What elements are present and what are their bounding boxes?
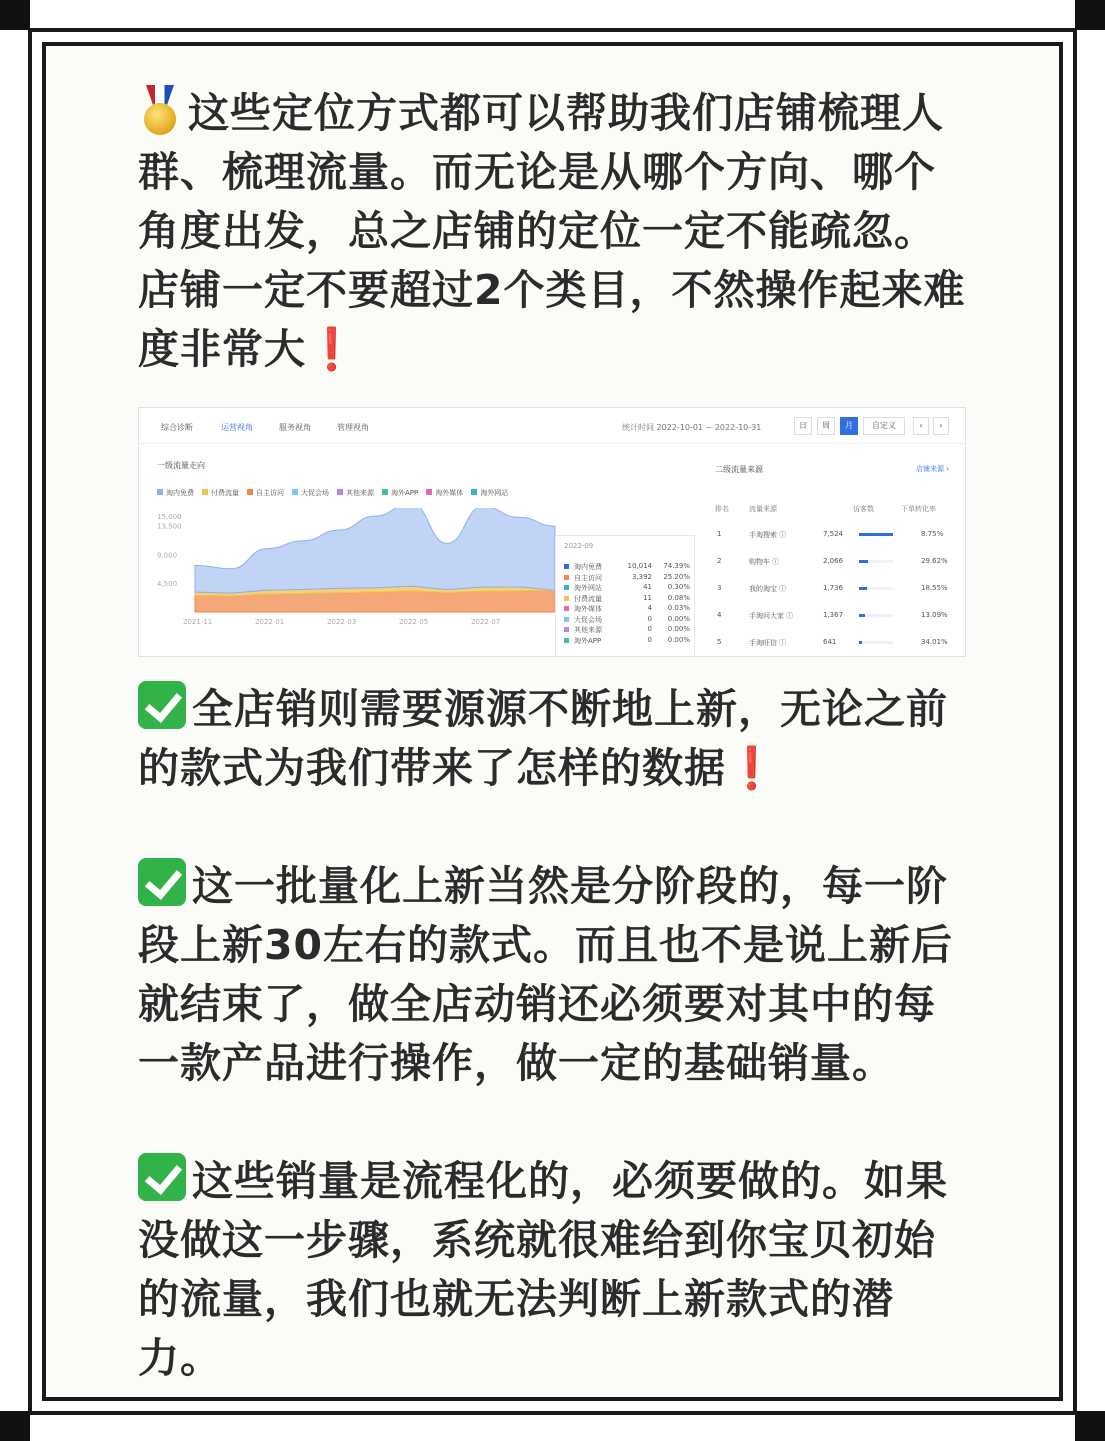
legend-item[interactable] — [157, 489, 194, 497]
row-rank: 3 — [717, 584, 722, 592]
tooltip-value: 11 — [643, 593, 652, 602]
tooltip-row — [564, 625, 690, 635]
row-visitors: 1,367 — [823, 611, 844, 619]
legend-swatch — [202, 489, 208, 495]
legend-label: 淘内免费 — [166, 489, 194, 497]
paragraph-1 — [138, 84, 968, 379]
table-header-cvr: 下单转化率 — [901, 505, 936, 513]
tooltip-swatch — [564, 606, 569, 611]
legend-item[interactable] — [382, 489, 418, 497]
tooltip-row — [564, 604, 690, 614]
row-cvr: 34.01% — [921, 638, 948, 646]
chart-tooltip — [555, 535, 695, 657]
period-month-button[interactable]: 月 — [840, 417, 858, 435]
row-rank: 4 — [717, 611, 722, 619]
table-header-source: 流量来源 — [749, 505, 777, 513]
row-source: 购物车 ⓘ — [749, 558, 780, 566]
legend-item[interactable] — [247, 489, 284, 497]
tooltip-value: 10,014 — [627, 562, 652, 570]
legend-swatch — [292, 489, 298, 495]
legend-label: 自主访问 — [256, 489, 284, 497]
legend-item[interactable] — [292, 489, 329, 497]
tooltip-swatch — [564, 585, 569, 590]
row-visitors: 1,736 — [823, 584, 844, 592]
period-day-button[interactable]: 日 — [794, 417, 812, 435]
y-tick-label: 13,500 — [157, 522, 182, 531]
visitor-bar — [859, 587, 867, 590]
visitor-bar-track — [859, 641, 893, 644]
prev-period-button[interactable]: ‹ — [913, 417, 929, 435]
check-mark-button-icon — [138, 681, 186, 729]
legend-item[interactable] — [471, 489, 508, 497]
date-range-label: 统计时间 2022-10-01 ~ 2022-10-31 — [622, 423, 762, 432]
paragraph-2-text: 全店销则需要源源不断地上新，无论之前的款式为我们带来了怎样的数据 — [138, 685, 948, 792]
row-rank: 1 — [717, 530, 722, 538]
row-cvr: 8.75% — [921, 530, 944, 538]
tooltip-row — [564, 615, 690, 625]
primary-traffic-title: 一级流量走向 — [157, 461, 205, 470]
corner-block — [1075, 0, 1105, 30]
tooltip-title: 2022-09 — [564, 542, 594, 550]
tooltip-percent: 74.39% — [663, 562, 690, 570]
row-source: 手淘搜索 ⓘ — [749, 531, 787, 539]
visitor-bar — [859, 533, 893, 536]
tooltip-swatch — [564, 564, 569, 569]
tooltip-row — [564, 594, 690, 604]
period-custom-button[interactable]: 自定义 — [863, 417, 905, 435]
tooltip-percent: 0.00% — [667, 614, 690, 623]
row-cvr: 29.62% — [921, 557, 948, 565]
legend-item[interactable] — [426, 489, 463, 497]
tooltip-series-name: 其他来源 — [574, 626, 602, 634]
x-tick-label: 2022-05 — [399, 618, 429, 626]
legend-swatch — [426, 489, 432, 495]
x-tick-label: 2021-11 — [183, 618, 213, 626]
check-mark-button-icon — [138, 858, 186, 906]
tooltip-series-name: 自主访问 — [574, 573, 602, 582]
next-period-button[interactable]: › — [933, 417, 949, 435]
tooltip-series-name: 淘外APP — [574, 636, 602, 645]
tab-operations[interactable]: 运营视角 — [221, 423, 253, 432]
row-source: 手淘问大家 ⓘ — [749, 612, 794, 620]
tooltip-percent: 0.00% — [667, 625, 690, 633]
legend-label: 淘外媒体 — [435, 489, 464, 497]
tooltip-value: 4 — [647, 604, 652, 612]
tooltip-value: 0 — [647, 614, 652, 623]
legend-item[interactable] — [337, 489, 374, 497]
row-visitors: 2,066 — [823, 557, 844, 565]
dashboard-screenshot — [138, 407, 966, 657]
legend-swatch — [247, 489, 253, 495]
article-body-2 — [138, 680, 968, 1388]
tooltip-value: 0 — [647, 635, 652, 644]
tooltip-value: 41 — [643, 583, 652, 591]
exclamation-icon: ❗ — [306, 325, 359, 373]
corner-block — [1075, 1411, 1105, 1441]
x-tick-label: 2022-07 — [471, 618, 501, 626]
tab-service[interactable]: 服务视角 — [279, 423, 311, 432]
visitor-bar — [859, 560, 868, 563]
secondary-traffic-title: 二级流量来源 — [715, 465, 763, 474]
row-source: 手淘旺信 ⓘ — [749, 639, 787, 647]
tooltip-value: 0 — [647, 625, 652, 633]
paragraph-1-text: 这些定位方式都可以帮助我们店铺梳理人群、梳理流量。而无论是从哪个方向、哪个角度出发，总之店铺的定位一定不能疏忽。店铺一定不要超过2个类目，不然操作起来难度非常大 — [138, 89, 966, 373]
tooltip-swatch — [564, 627, 569, 632]
legend-label: 付费流量 — [211, 489, 239, 497]
tooltip-swatch — [564, 617, 569, 622]
tooltip-row — [564, 562, 690, 572]
tooltip-series-name: 大促会场 — [574, 615, 602, 624]
y-tick-label: 9,000 — [157, 551, 178, 560]
tooltip-swatch — [564, 575, 569, 580]
legend-label: 淘外网站 — [480, 489, 509, 497]
row-cvr: 18.55% — [921, 584, 948, 592]
tooltip-row — [564, 636, 690, 646]
row-source: 我的淘宝 ⓘ — [749, 585, 787, 593]
tooltip-percent: 0.30% — [667, 583, 690, 591]
area-series-0[interactable] — [195, 508, 555, 593]
tooltip-swatch — [564, 596, 569, 601]
tooltip-percent: 0.08% — [667, 593, 690, 602]
legend-label: 淘外APP — [391, 489, 419, 497]
legend-swatch — [471, 489, 477, 495]
legend-item[interactable] — [202, 489, 239, 497]
row-visitors: 641 — [823, 638, 837, 646]
traffic-area-chart — [155, 508, 559, 628]
tooltip-value: 3,392 — [631, 572, 652, 581]
legend-swatch — [157, 489, 163, 495]
shop-source-link[interactable]: 店铺来源 › — [915, 465, 949, 473]
dashboard-topbar — [139, 408, 965, 444]
paragraph-4 — [138, 1152, 968, 1388]
check-mark-button-icon — [138, 1153, 186, 1201]
paragraph-2 — [138, 680, 968, 798]
tooltip-percent: 0.03% — [667, 604, 690, 612]
legend-label: 其他来源 — [346, 489, 374, 497]
legend-swatch — [337, 489, 343, 495]
tooltip-percent: 25.20% — [663, 572, 690, 581]
tooltip-row — [564, 573, 690, 583]
y-tick-label: 15,000 — [157, 513, 182, 521]
article-body — [138, 84, 968, 379]
row-rank: 5 — [717, 638, 722, 646]
table-header-visitors: 访客数 — [853, 505, 874, 513]
tooltip-row — [564, 583, 690, 593]
exclamation-icon: ❗ — [726, 744, 779, 792]
sports-medal-icon — [138, 85, 182, 133]
tab-comprehensive[interactable]: 综合诊断 — [161, 423, 193, 432]
legend-label: 大促会场 — [301, 489, 329, 497]
visitor-bar — [859, 641, 862, 644]
tooltip-series-name: 淘外媒体 — [574, 605, 602, 613]
paragraph-4-text: 这些销量是流程化的，必须要做的。如果没做这一步骤，系统就很难给到你宝贝初始的流量，我们也就无法判断上新款式的潜力。 — [138, 1157, 948, 1382]
paragraph-3 — [138, 857, 968, 1093]
row-cvr: 13.09% — [921, 611, 948, 619]
tooltip-series-name: 付费流量 — [574, 594, 602, 603]
corner-block — [0, 0, 30, 30]
y-tick-label: 4,500 — [157, 580, 178, 589]
table-header-rank: 排名 — [715, 505, 729, 513]
tooltip-series-name: 淘内免费 — [574, 563, 602, 571]
tab-management[interactable]: 管理视角 — [337, 423, 369, 432]
period-week-button[interactable]: 周 — [817, 417, 835, 435]
x-tick-label: 2022-01 — [255, 618, 285, 626]
row-rank: 2 — [717, 557, 722, 565]
paragraph-3-text: 这一批量化上新当然是分阶段的，每一阶段上新30左右的款式。而且也不是说上新后就结束了，做全店动销还必须要对其中的每一款产品进行操作，做一定的基础销量。 — [138, 862, 954, 1087]
corner-block — [0, 1411, 30, 1441]
legend-swatch — [382, 489, 388, 495]
tooltip-series-name: 淘外网站 — [574, 584, 602, 592]
tooltip-swatch — [564, 638, 569, 643]
visitor-bar — [859, 614, 865, 617]
tooltip-percent: 0.00% — [667, 635, 690, 644]
chart-legend — [157, 488, 516, 498]
x-tick-label: 2022-03 — [327, 618, 357, 626]
row-visitors: 7,524 — [823, 530, 844, 538]
